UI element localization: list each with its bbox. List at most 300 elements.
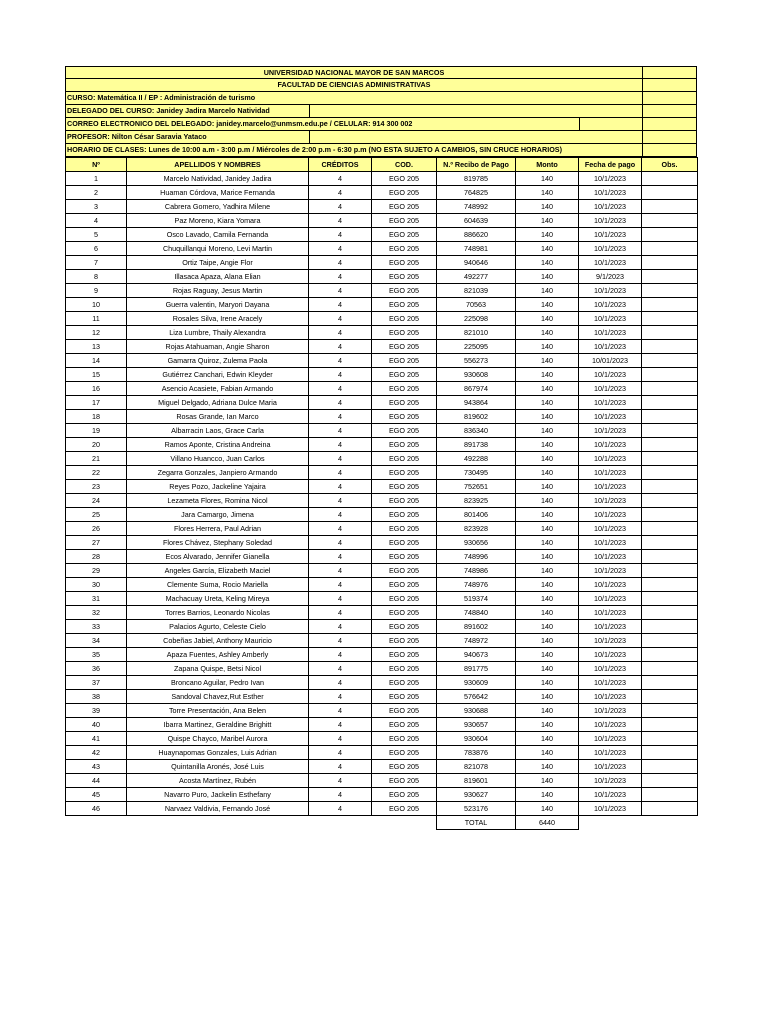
table-row — [66, 214, 698, 228]
cell-receipt: 930657 — [437, 718, 516, 732]
table-row — [66, 690, 698, 704]
cell-date: 10/1/2023 — [579, 480, 642, 494]
table-row — [66, 200, 698, 214]
cell-date: 10/1/2023 — [579, 648, 642, 662]
cell-number: 20 — [66, 438, 127, 452]
cell-credits: 4 — [309, 662, 372, 676]
cell-name: Angeles García, Elizabeth Maciel — [127, 564, 309, 578]
email-row — [65, 118, 697, 131]
cell-date: 10/1/2023 — [579, 424, 642, 438]
cell-name: Huaynapomas Gonzales, Luis Adrian — [127, 746, 309, 760]
cell-date: 9/1/2023 — [579, 270, 642, 284]
cell-number: 22 — [66, 466, 127, 480]
cell-number: 45 — [66, 788, 127, 802]
cell-amount: 140 — [516, 718, 579, 732]
cell-name: Cabrera Gomero, Yadhira Milene — [127, 200, 309, 214]
cell-date: 10/1/2023 — [579, 382, 642, 396]
cell-date: 10/1/2023 — [579, 200, 642, 214]
cell-credits: 4 — [309, 788, 372, 802]
cell-receipt: 604639 — [437, 214, 516, 228]
col-receipt-header: N.º Recibo de Pago — [437, 158, 516, 172]
cell-date: 10/1/2023 — [579, 662, 642, 676]
cell-code: EGO 205 — [372, 284, 437, 298]
cell-amount: 140 — [516, 396, 579, 410]
cell-number: 29 — [66, 564, 127, 578]
cell-name: Osco Lavado, Camila Fernanda — [127, 228, 309, 242]
col-obs-header: Obs. — [642, 158, 698, 172]
cell-date: 10/1/2023 — [579, 550, 642, 564]
cell-amount: 140 — [516, 270, 579, 284]
cell-obs — [642, 536, 698, 550]
cell-obs — [642, 326, 698, 340]
cell-amount: 140 — [516, 242, 579, 256]
cell-number: 38 — [66, 690, 127, 704]
cell-obs — [642, 368, 698, 382]
cell-date: 10/1/2023 — [579, 704, 642, 718]
cell-amount: 140 — [516, 284, 579, 298]
cell-number: 7 — [66, 256, 127, 270]
cell-credits: 4 — [309, 298, 372, 312]
cell-receipt: 523176 — [437, 802, 516, 816]
cell-code: EGO 205 — [372, 368, 437, 382]
cell-obs — [642, 494, 698, 508]
cell-amount: 140 — [516, 564, 579, 578]
cell-number: 43 — [66, 760, 127, 774]
cell-receipt: 891738 — [437, 438, 516, 452]
cell-amount: 140 — [516, 508, 579, 522]
col-credits-header: CRÉDITOS — [309, 158, 372, 172]
cell-number: 18 — [66, 410, 127, 424]
cell-receipt: 930609 — [437, 676, 516, 690]
cell-date: 10/1/2023 — [579, 214, 642, 228]
cell-number: 6 — [66, 242, 127, 256]
cell-receipt: 519374 — [437, 592, 516, 606]
table-row — [66, 410, 698, 424]
cell-code: EGO 205 — [372, 648, 437, 662]
cell-credits: 4 — [309, 396, 372, 410]
cell-name: Apaza Fuentes, Ashley Amberly — [127, 648, 309, 662]
cell-credits: 4 — [309, 564, 372, 578]
cell-receipt: 930656 — [437, 536, 516, 550]
table-row — [66, 354, 698, 368]
cell-receipt: 823925 — [437, 494, 516, 508]
cell-receipt: 930608 — [437, 368, 516, 382]
cell-credits: 4 — [309, 802, 372, 816]
table-row — [66, 466, 698, 480]
cell-credits: 4 — [309, 214, 372, 228]
cell-obs — [642, 466, 698, 480]
cell-amount: 140 — [516, 410, 579, 424]
cell-name: Cobeñas Jabiel, Anthony Mauricio — [127, 634, 309, 648]
cell-obs — [642, 452, 698, 466]
cell-name: Huaman Córdova, Marice Fernanda — [127, 186, 309, 200]
cell-receipt: 867974 — [437, 382, 516, 396]
cell-receipt: 752651 — [437, 480, 516, 494]
cell-credits: 4 — [309, 172, 372, 186]
cell-obs — [642, 228, 698, 242]
cell-code: EGO 205 — [372, 438, 437, 452]
cell-amount: 140 — [516, 662, 579, 676]
cell-name: Jara Camargo, Jimena — [127, 508, 309, 522]
cell-name: Villano Huancco, Juan Carlos — [127, 452, 309, 466]
cell-code: EGO 205 — [372, 298, 437, 312]
cell-name: Lezameta Flores, Romina Nicol — [127, 494, 309, 508]
table-row — [66, 298, 698, 312]
cell-receipt: 943864 — [437, 396, 516, 410]
cell-credits: 4 — [309, 732, 372, 746]
cell-code: EGO 205 — [372, 536, 437, 550]
payment-sheet — [65, 66, 697, 830]
cell-number: 33 — [66, 620, 127, 634]
cell-name: Ibarra Martinez, Geraldine Brighitt — [127, 718, 309, 732]
cell-obs — [642, 676, 698, 690]
table-row — [66, 452, 698, 466]
cell-amount: 140 — [516, 620, 579, 634]
cell-amount: 140 — [516, 550, 579, 564]
cell-number: 37 — [66, 676, 127, 690]
table-row — [66, 326, 698, 340]
cell-receipt: 783876 — [437, 746, 516, 760]
cell-code: EGO 205 — [372, 732, 437, 746]
schedule-row — [65, 144, 697, 157]
cell-date: 10/1/2023 — [579, 298, 642, 312]
cell-obs — [642, 354, 698, 368]
cell-name: Rosas Grande, Ian Marco — [127, 410, 309, 424]
cell-number: 17 — [66, 396, 127, 410]
cell-obs — [642, 648, 698, 662]
cell-receipt: 940646 — [437, 256, 516, 270]
cell-obs — [642, 270, 698, 284]
cell-credits: 4 — [309, 676, 372, 690]
cell-date: 10/1/2023 — [579, 690, 642, 704]
cell-name: Broncano Aguilar, Pedro Ivan — [127, 676, 309, 690]
cell-number: 21 — [66, 452, 127, 466]
cell-number: 13 — [66, 340, 127, 354]
cell-amount: 140 — [516, 704, 579, 718]
cell-credits: 4 — [309, 326, 372, 340]
university-title-row — [65, 66, 697, 79]
cell-amount: 140 — [516, 606, 579, 620]
cell-credits: 4 — [309, 648, 372, 662]
cell-credits: 4 — [309, 200, 372, 214]
cell-number: 34 — [66, 634, 127, 648]
university-title: UNIVERSIDAD NACIONAL MAYOR DE SAN MARCOS — [263, 68, 445, 77]
cell-code: EGO 205 — [372, 186, 437, 200]
cell-obs — [642, 410, 698, 424]
cell-credits: 4 — [309, 368, 372, 382]
cell-obs — [642, 718, 698, 732]
table-row — [66, 522, 698, 536]
cell-name: Marcelo Natividad, Janidey Jadira — [127, 172, 309, 186]
cell-amount: 140 — [516, 228, 579, 242]
cell-receipt: 748976 — [437, 578, 516, 592]
cell-date: 10/1/2023 — [579, 620, 642, 634]
cell-number: 44 — [66, 774, 127, 788]
cell-receipt: 70563 — [437, 298, 516, 312]
cell-number: 26 — [66, 522, 127, 536]
cell-amount: 140 — [516, 298, 579, 312]
cell-date: 10/1/2023 — [579, 284, 642, 298]
cell-amount: 140 — [516, 536, 579, 550]
cell-credits: 4 — [309, 424, 372, 438]
cell-name: Miguel Delgado, Adriana Dulce Maria — [127, 396, 309, 410]
cell-receipt: 930688 — [437, 704, 516, 718]
table-row — [66, 480, 698, 494]
cell-date: 10/1/2023 — [579, 410, 642, 424]
table-row — [66, 382, 698, 396]
cell-credits: 4 — [309, 606, 372, 620]
course-info: CURSO: Matemática II / EP : Administración de turismo — [67, 93, 256, 102]
table-row — [66, 676, 698, 690]
cell-number: 27 — [66, 536, 127, 550]
cell-credits: 4 — [309, 480, 372, 494]
cell-obs — [642, 732, 698, 746]
cell-name: Sandoval Chavez,Rut Esther — [127, 690, 309, 704]
cell-receipt: 940673 — [437, 648, 516, 662]
table-row — [66, 578, 698, 592]
cell-amount: 140 — [516, 424, 579, 438]
cell-name: Rojas Atahuaman, Angie Sharon — [127, 340, 309, 354]
cell-credits: 4 — [309, 760, 372, 774]
cell-receipt: 886620 — [437, 228, 516, 242]
cell-name: Asencio Acasiete, Fabian Armando — [127, 382, 309, 396]
cell-code: EGO 205 — [372, 508, 437, 522]
cell-obs — [642, 396, 698, 410]
cell-amount: 140 — [516, 172, 579, 186]
cell-number: 14 — [66, 354, 127, 368]
table-row — [66, 704, 698, 718]
cell-amount: 140 — [516, 452, 579, 466]
table-row — [66, 620, 698, 634]
cell-name: Chuquillanqui Moreno, Levi Martin — [127, 242, 309, 256]
professor-row — [65, 131, 697, 144]
cell-credits: 4 — [309, 284, 372, 298]
cell-date: 10/1/2023 — [579, 732, 642, 746]
cell-amount: 140 — [516, 592, 579, 606]
cell-name: Guerra valentin, Maryori Dayana — [127, 298, 309, 312]
cell-receipt: 576642 — [437, 690, 516, 704]
cell-date: 10/1/2023 — [579, 760, 642, 774]
cell-receipt: 821010 — [437, 326, 516, 340]
cell-date: 10/1/2023 — [579, 788, 642, 802]
table-row — [66, 186, 698, 200]
cell-number: 46 — [66, 802, 127, 816]
cell-date: 10/1/2023 — [579, 312, 642, 326]
table-row — [66, 718, 698, 732]
cell-amount: 140 — [516, 760, 579, 774]
cell-code: EGO 205 — [372, 410, 437, 424]
course-row — [65, 92, 697, 105]
cell-code: EGO 205 — [372, 326, 437, 340]
cell-code: EGO 205 — [372, 746, 437, 760]
cell-obs — [642, 256, 698, 270]
cell-obs — [642, 802, 698, 816]
cell-obs — [642, 620, 698, 634]
cell-number: 11 — [66, 312, 127, 326]
cell-code: EGO 205 — [372, 550, 437, 564]
cell-number: 19 — [66, 424, 127, 438]
cell-obs — [642, 200, 698, 214]
cell-number: 25 — [66, 508, 127, 522]
cell-receipt: 730495 — [437, 466, 516, 480]
cell-obs — [642, 298, 698, 312]
cell-amount: 140 — [516, 186, 579, 200]
cell-name: Reyes Pozo, Jackeline Yajaira — [127, 480, 309, 494]
table-row — [66, 564, 698, 578]
table-row — [66, 746, 698, 760]
cell-name: Zapana Quispe, Betsi Nicol — [127, 662, 309, 676]
cell-obs — [642, 788, 698, 802]
cell-credits: 4 — [309, 466, 372, 480]
cell-obs — [642, 662, 698, 676]
cell-code: EGO 205 — [372, 704, 437, 718]
cell-date: 10/1/2023 — [579, 396, 642, 410]
cell-date: 10/1/2023 — [579, 592, 642, 606]
table-row — [66, 312, 698, 326]
cell-obs — [642, 606, 698, 620]
table-row — [66, 242, 698, 256]
cell-obs — [642, 690, 698, 704]
cell-amount: 140 — [516, 578, 579, 592]
cell-name: Machacuay Ureta, Keling Mireya — [127, 592, 309, 606]
cell-date: 10/1/2023 — [579, 438, 642, 452]
cell-number: 3 — [66, 200, 127, 214]
cell-name: Zegarra Gonzales, Janpiero Armando — [127, 466, 309, 480]
cell-number: 12 — [66, 326, 127, 340]
cell-receipt: 748981 — [437, 242, 516, 256]
cell-receipt: 801406 — [437, 508, 516, 522]
cell-code: EGO 205 — [372, 312, 437, 326]
table-row — [66, 340, 698, 354]
table-row — [66, 256, 698, 270]
cell-amount: 140 — [516, 732, 579, 746]
cell-obs — [642, 312, 698, 326]
table-row — [66, 270, 698, 284]
cell-obs — [642, 508, 698, 522]
cell-amount: 140 — [516, 312, 579, 326]
cell-code: EGO 205 — [372, 522, 437, 536]
cell-amount: 140 — [516, 214, 579, 228]
cell-code: EGO 205 — [372, 802, 437, 816]
table-row — [66, 592, 698, 606]
cell-credits: 4 — [309, 340, 372, 354]
cell-name: Torre Presentación, Ana Belen — [127, 704, 309, 718]
cell-date: 10/1/2023 — [579, 172, 642, 186]
cell-number: 15 — [66, 368, 127, 382]
cell-credits: 4 — [309, 452, 372, 466]
cell-name: Gutiérrez Canchari, Edwin Kleyder — [127, 368, 309, 382]
cell-amount: 140 — [516, 676, 579, 690]
cell-credits: 4 — [309, 578, 372, 592]
table-row — [66, 760, 698, 774]
cell-name: Quispe Chayco, Maribel Aurora — [127, 732, 309, 746]
cell-date: 10/01/2023 — [579, 354, 642, 368]
cell-name: Navarro Puro, Jackelin Esthefany — [127, 788, 309, 802]
cell-receipt: 821039 — [437, 284, 516, 298]
cell-name: Clemente Suma, Rocio Mariella — [127, 578, 309, 592]
cell-name: Ecos Alvarado, Jennifer Gianella — [127, 550, 309, 564]
total-value: 6440 — [516, 816, 579, 830]
table-row — [66, 172, 698, 186]
cell-name: Acosta Martínez, Rubén — [127, 774, 309, 788]
cell-name: Narvaez Valdivia, Fernando José — [127, 802, 309, 816]
cell-number: 9 — [66, 284, 127, 298]
cell-code: EGO 205 — [372, 354, 437, 368]
cell-date: 10/1/2023 — [579, 256, 642, 270]
students-table — [65, 157, 698, 830]
cell-date: 10/1/2023 — [579, 452, 642, 466]
table-row — [66, 438, 698, 452]
cell-code: EGO 205 — [372, 242, 437, 256]
table-row — [66, 732, 698, 746]
cell-code: EGO 205 — [372, 564, 437, 578]
cell-number: 41 — [66, 732, 127, 746]
cell-date: 10/1/2023 — [579, 508, 642, 522]
total-label: TOTAL — [437, 816, 516, 830]
cell-date: 10/1/2023 — [579, 774, 642, 788]
cell-name: Flores Chávez, Stephany Soledad — [127, 536, 309, 550]
cell-amount: 140 — [516, 382, 579, 396]
table-row — [66, 774, 698, 788]
cell-date: 10/1/2023 — [579, 326, 642, 340]
cell-credits: 4 — [309, 410, 372, 424]
cell-code: EGO 205 — [372, 760, 437, 774]
cell-receipt: 823928 — [437, 522, 516, 536]
cell-number: 40 — [66, 718, 127, 732]
table-row — [66, 802, 698, 816]
cell-receipt: 748986 — [437, 564, 516, 578]
cell-obs — [642, 214, 698, 228]
cell-number: 23 — [66, 480, 127, 494]
cell-amount: 140 — [516, 340, 579, 354]
cell-obs — [642, 760, 698, 774]
cell-code: EGO 205 — [372, 172, 437, 186]
cell-amount: 140 — [516, 788, 579, 802]
cell-code: EGO 205 — [372, 480, 437, 494]
cell-code: EGO 205 — [372, 788, 437, 802]
cell-amount: 140 — [516, 648, 579, 662]
table-body — [66, 172, 698, 816]
cell-amount: 140 — [516, 368, 579, 382]
cell-obs — [642, 172, 698, 186]
cell-amount: 140 — [516, 690, 579, 704]
table-row — [66, 788, 698, 802]
cell-date: 10/1/2023 — [579, 564, 642, 578]
cell-number: 39 — [66, 704, 127, 718]
cell-code: EGO 205 — [372, 690, 437, 704]
cell-credits: 4 — [309, 312, 372, 326]
cell-obs — [642, 578, 698, 592]
cell-obs — [642, 592, 698, 606]
cell-amount: 140 — [516, 466, 579, 480]
cell-amount: 140 — [516, 802, 579, 816]
cell-date: 10/1/2023 — [579, 802, 642, 816]
cell-code: EGO 205 — [372, 382, 437, 396]
cell-code: EGO 205 — [372, 200, 437, 214]
cell-credits: 4 — [309, 494, 372, 508]
cell-receipt: 748996 — [437, 550, 516, 564]
cell-number: 10 — [66, 298, 127, 312]
cell-code: EGO 205 — [372, 424, 437, 438]
cell-credits: 4 — [309, 228, 372, 242]
cell-obs — [642, 522, 698, 536]
cell-code: EGO 205 — [372, 494, 437, 508]
cell-receipt: 225095 — [437, 340, 516, 354]
cell-amount: 140 — [516, 200, 579, 214]
cell-number: 32 — [66, 606, 127, 620]
cell-amount: 140 — [516, 480, 579, 494]
cell-amount: 140 — [516, 746, 579, 760]
